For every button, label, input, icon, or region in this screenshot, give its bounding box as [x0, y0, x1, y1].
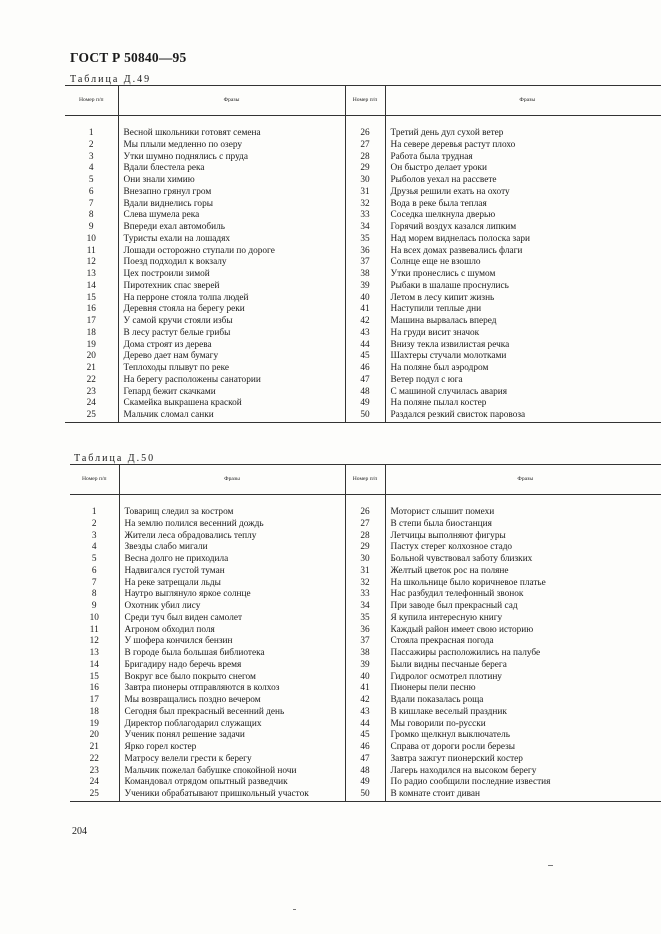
phrase-cell: Впереди ехал автомобиль — [118, 222, 345, 234]
row-number: 22 — [89, 753, 99, 764]
phrase-cell: Летчицы выполняют фигуры — [385, 531, 661, 543]
row-number: 47 — [345, 754, 385, 766]
table-row — [65, 163, 661, 175]
phrase-cell: Каждый район имеет свою историю — [385, 625, 661, 637]
row-number: 49 — [345, 398, 385, 410]
phrase-cell: Дома строят из дерева — [118, 340, 345, 352]
row-number: 25 — [70, 789, 119, 801]
row-number: 3 — [88, 151, 94, 162]
phrase-cell: В лесу растут белые грибы — [118, 328, 345, 340]
table-row — [65, 175, 661, 187]
table-row — [70, 554, 661, 566]
table-row — [65, 257, 661, 269]
table-row — [65, 140, 661, 152]
row-number: 45 — [345, 351, 385, 363]
phrase-cell: Наступили теплые дни — [385, 304, 661, 316]
phrase-cell: В комнате стоит диван — [385, 789, 661, 801]
phrase-cell: Ветер подул с юга — [385, 375, 661, 387]
phrase-cell: Стояла прекрасная погода — [385, 636, 661, 648]
phrase-cell: Рыболов уехал на рассвете — [385, 175, 661, 187]
row-number: 7 — [88, 198, 94, 209]
phrase-cell: Утки шумно поднялись с пруда — [118, 152, 345, 164]
phrase-cell: На землю полился весенний дождь — [119, 519, 345, 531]
table-row — [65, 410, 661, 422]
row-number: 18 — [89, 706, 99, 717]
row-number: 21 — [86, 363, 96, 373]
phrase-cell: На школьнице было коричневое платье — [385, 578, 661, 590]
phrase-cell: Вода в реке была теплая — [385, 199, 661, 211]
phrase-cell: Рыбаки в шалаше проснулись — [385, 281, 661, 293]
phrase-cell: Они знали химию — [118, 175, 345, 187]
row-number: 43 — [345, 328, 385, 340]
table-row — [65, 316, 661, 328]
row-number: 37 — [345, 257, 385, 269]
row-number: 6 — [88, 186, 94, 197]
column-header-phrases: Фразы — [385, 86, 661, 116]
row-number: 26 — [345, 128, 385, 140]
row-number: 7 — [91, 577, 97, 588]
table-row — [65, 304, 661, 316]
table-caption-d49: Таблица Д.49 — [70, 74, 152, 85]
phrase-cell: Наутро выглянуло яркое солнце — [119, 589, 345, 601]
row-number: 39 — [345, 281, 385, 293]
table-row — [70, 636, 661, 648]
phrase-cell: Лошади осторожно ступали по дороге — [118, 246, 345, 258]
phrase-cell: Внизу текла извилистая речка — [385, 340, 661, 352]
row-number: 13 — [86, 269, 96, 279]
phrase-cell: На берегу расположены санатории — [118, 375, 345, 387]
phrase-cell: Цех построили зимой — [118, 269, 345, 281]
phrase-cell: Слева шумела река — [118, 210, 345, 222]
row-number: 20 — [89, 730, 99, 741]
table-row — [70, 742, 661, 754]
phrase-cell: Громко щелкнул выключатель — [385, 730, 661, 742]
phrase-cell: Моторист слышит помехи — [385, 507, 661, 519]
phrase-cell: Завтра зажгут пионерский костер — [385, 754, 661, 766]
row-number: 48 — [345, 766, 385, 778]
row-number: 17 — [86, 316, 96, 326]
table-row — [70, 719, 661, 731]
row-number: 23 — [86, 386, 96, 397]
row-number: 29 — [345, 163, 385, 175]
table-row — [65, 363, 661, 375]
phrase-cell: Агроном обходил поля — [119, 625, 345, 637]
phrase-cell: Ученики обрабатывают пришкольный участок — [119, 789, 345, 801]
row-number: 10 — [86, 233, 96, 244]
row-number: 1 — [91, 507, 97, 517]
row-number: 32 — [345, 199, 385, 211]
phrase-cell: Весной школьники готовят семена — [118, 128, 345, 140]
phrase-cell: Утки пронеслись с шумом — [385, 269, 661, 281]
row-number: 15 — [89, 671, 99, 682]
row-number: 15 — [86, 292, 96, 303]
row-number: 32 — [345, 578, 385, 590]
phrase-cell: На поляне был аэродром — [385, 363, 661, 375]
phrase-cell: Я купила интересную книгу — [385, 613, 661, 625]
table-row — [70, 519, 661, 531]
phrase-cell: В степи была биостанция — [385, 519, 661, 531]
table-row — [65, 293, 661, 305]
row-number: 49 — [345, 777, 385, 789]
phrase-cell: Мы говорили по-русски — [385, 719, 661, 731]
phrase-cell: Третий день дул сухой ветер — [385, 128, 661, 140]
table-row — [70, 660, 661, 672]
table-row — [70, 566, 661, 578]
row-number: 4 — [91, 542, 97, 553]
row-number: 9 — [91, 601, 97, 611]
row-number: 13 — [89, 648, 99, 658]
table-row — [70, 683, 661, 695]
phrase-cell: Желтый цветок рос на поляне — [385, 566, 661, 578]
table-d50 — [70, 464, 661, 802]
phrase-cell: Работа была трудная — [385, 152, 661, 164]
table-row — [70, 648, 661, 660]
table-row — [65, 246, 661, 258]
phrase-cell: Больной чувствовал заботу близких — [385, 554, 661, 566]
phrase-cell: Мы плыли медленно по озеру — [118, 140, 345, 152]
table-row — [70, 789, 661, 801]
row-number: 31 — [345, 187, 385, 199]
row-number: 10 — [89, 612, 99, 623]
row-number: 2 — [91, 518, 97, 529]
phrase-cell: На всех домах развевались флаги — [385, 246, 661, 258]
phrase-cell: Пионеры пели песню — [385, 683, 661, 695]
row-number: 11 — [89, 624, 99, 635]
row-number: 42 — [345, 695, 385, 707]
row-number: 50 — [345, 789, 385, 801]
row-number: 19 — [86, 339, 96, 350]
table-row — [70, 601, 661, 613]
page-number: 204 — [72, 826, 87, 837]
row-number: 21 — [89, 742, 99, 752]
phrase-cell: В городе была большая библиотека — [119, 648, 345, 660]
row-number: 33 — [345, 589, 385, 601]
phrase-cell: Шахтеры стучали молотками — [385, 351, 661, 363]
table-row — [65, 387, 661, 399]
row-number: 41 — [345, 683, 385, 695]
table-row — [70, 695, 661, 707]
table-d49 — [65, 85, 661, 423]
phrase-cell: Директор поблагодарил служащих — [119, 719, 345, 731]
row-number: 8 — [88, 210, 94, 221]
row-number: 27 — [345, 519, 385, 531]
table-row — [70, 507, 661, 519]
phrase-cell: Гепард бежит скачками — [118, 387, 345, 399]
row-number: 12 — [89, 636, 99, 647]
table-row — [65, 234, 661, 246]
phrase-cell: Звезды слабо мигали — [119, 542, 345, 554]
phrase-cell: Завтра пионеры отправляются в колхоз — [119, 683, 345, 695]
phrase-cell: Вдали блестела река — [118, 163, 345, 175]
phrase-cell: С машиной случилась авария — [385, 387, 661, 399]
table-row — [70, 589, 661, 601]
table-row — [65, 281, 661, 293]
row-number: 12 — [86, 257, 96, 268]
phrase-cell: Товарищ следил за костром — [119, 507, 345, 519]
phrase-cell: Соседка шелкнула дверью — [385, 210, 661, 222]
row-number: 26 — [345, 507, 385, 519]
row-number: 28 — [345, 531, 385, 543]
phrase-cell: Солнце еще не взошло — [385, 257, 661, 269]
phrase-cell: Пассажиры расположились на палубе — [385, 648, 661, 660]
table-row — [65, 398, 661, 410]
row-number: 30 — [345, 175, 385, 187]
phrase-cell: Ярко горел костер — [119, 742, 345, 754]
row-number: 14 — [86, 280, 96, 291]
phrase-cell: Деревня стояла на берегу реки — [118, 304, 345, 316]
phrase-cell: Сегодня был прекрасный весенний день — [119, 707, 345, 719]
document-standard-code: ГОСТ Р 50840—95 — [70, 50, 187, 65]
row-number: 9 — [88, 222, 94, 232]
row-number: 14 — [89, 659, 99, 670]
row-number: 22 — [86, 374, 96, 385]
row-number: 46 — [345, 363, 385, 375]
table-row — [70, 613, 661, 625]
row-number: 1 — [88, 128, 94, 138]
phrase-cell: Мальчик пожелал бабушке спокойной ночи — [119, 766, 345, 778]
table-row — [65, 328, 661, 340]
column-header-phrases: Фразы — [385, 465, 661, 495]
row-number: 8 — [91, 589, 97, 600]
phrase-cell: Весна долго не приходила — [119, 554, 345, 566]
table-row — [70, 672, 661, 684]
table-row — [65, 222, 661, 234]
row-number: 38 — [345, 648, 385, 660]
row-number: 33 — [345, 210, 385, 222]
phrase-cell: Ученик понял решение задачи — [119, 730, 345, 742]
table-row — [65, 187, 661, 199]
phrase-cell: Пиротехник спас зверей — [118, 281, 345, 293]
phrase-cell: Скамейка выкрашена краской — [118, 398, 345, 410]
table-row — [65, 269, 661, 281]
phrase-cell: Лагерь находился на высоком берегу — [385, 766, 661, 778]
column-header-number: Номер п/п — [65, 86, 118, 116]
row-number: 43 — [345, 707, 385, 719]
row-number: 24 — [89, 777, 99, 788]
row-number: 6 — [91, 565, 97, 576]
phrase-cell: Матросу велели грести к берегу — [119, 754, 345, 766]
row-number: 5 — [88, 175, 94, 185]
row-number: 50 — [345, 410, 385, 422]
row-number: 5 — [91, 554, 97, 564]
table-row — [65, 375, 661, 387]
phrase-cell: Пастух стерег колхозное стадо — [385, 542, 661, 554]
table-row — [65, 128, 661, 140]
row-number: 29 — [345, 542, 385, 554]
column-header-number: Номер п/п — [70, 465, 119, 495]
row-number: 40 — [345, 672, 385, 684]
phrase-cell: Вокруг все было покрыто снегом — [119, 672, 345, 684]
phrase-cell: Вдали показалась роща — [385, 695, 661, 707]
row-number: 24 — [86, 398, 96, 409]
row-number: 36 — [345, 246, 385, 258]
phrase-cell: Туристы ехали на лошадях — [118, 234, 345, 246]
column-header-phrases: Фразы — [118, 86, 345, 116]
row-number: 44 — [345, 340, 385, 352]
phrase-cell: Надвигался густой туман — [119, 566, 345, 578]
scan-speck — [293, 909, 296, 910]
column-header-number: Номер п/п — [345, 465, 385, 495]
row-number: 4 — [88, 163, 94, 174]
row-number: 44 — [345, 719, 385, 731]
phrase-cell: Летом в лесу кипит жизнь — [385, 293, 661, 305]
table-row — [65, 340, 661, 352]
table-row — [65, 210, 661, 222]
phrase-cell: Справа от дороги росли березы — [385, 742, 661, 754]
row-number: 40 — [345, 293, 385, 305]
row-number: 39 — [345, 660, 385, 672]
table-caption-d50: Таблица Д.50 — [74, 453, 156, 464]
row-number: 36 — [345, 625, 385, 637]
column-header-number: Номер п/п — [345, 86, 385, 116]
phrase-cell: Дерево дает нам бумагу — [118, 351, 345, 363]
phrase-cell: На поляне пылал костер — [385, 398, 661, 410]
table-row — [70, 754, 661, 766]
phrase-cell: Теплоходы плывут по реке — [118, 363, 345, 375]
phrase-cell: Он быстро делает уроки — [385, 163, 661, 175]
phrase-cell: Поезд подходил к вокзалу — [118, 257, 345, 269]
phrase-cell: Вдали виднелись горы — [118, 199, 345, 211]
row-number: 45 — [345, 730, 385, 742]
row-number: 48 — [345, 387, 385, 399]
row-number: 23 — [89, 765, 99, 776]
phrase-cell: У самой кручи стояли избы — [118, 316, 345, 328]
phrase-cell: У шофера кончился бензин — [119, 636, 345, 648]
table-row — [65, 351, 661, 363]
row-number: 28 — [345, 152, 385, 164]
phrase-cell: На севере деревья растут плохо — [385, 140, 661, 152]
phrase-cell: Бригадиру надо беречь время — [119, 660, 345, 672]
phrase-cell: Горячий воздух казался липким — [385, 222, 661, 234]
table-row — [70, 777, 661, 789]
phrase-cell: Были видны песчаные берега — [385, 660, 661, 672]
row-number: 30 — [345, 554, 385, 566]
row-number: 37 — [345, 636, 385, 648]
row-number: 20 — [86, 351, 96, 362]
row-number: 2 — [88, 139, 94, 150]
row-number: 18 — [86, 327, 96, 338]
table-row — [70, 766, 661, 778]
table-row — [65, 152, 661, 164]
phrase-cell: Гидролог осмотрел плотину — [385, 672, 661, 684]
phrase-cell: На реке затрещали льды — [119, 578, 345, 590]
phrase-cell: Командовал отрядом опытный разведчик — [119, 777, 345, 789]
phrase-cell: При заводе был прекрасный сад — [385, 601, 661, 613]
phrase-cell: Внезапно грянул гром — [118, 187, 345, 199]
row-number: 19 — [89, 718, 99, 729]
phrase-cell: Над морем виднелась полоска зари — [385, 234, 661, 246]
row-number: 35 — [345, 613, 385, 625]
row-number: 34 — [345, 601, 385, 613]
phrase-cell: На груди висит значок — [385, 328, 661, 340]
row-number: 31 — [345, 566, 385, 578]
row-number: 41 — [345, 304, 385, 316]
row-number: 3 — [91, 530, 97, 541]
row-number: 17 — [89, 695, 99, 705]
phrase-cell: Жители леса обрадовались теплу — [119, 531, 345, 543]
table-row — [70, 707, 661, 719]
phrase-cell: На перроне стояла толпа людей — [118, 293, 345, 305]
phrase-cell: По радио сообщили последние известия — [385, 777, 661, 789]
table-row — [65, 199, 661, 211]
table-row — [70, 542, 661, 554]
row-number: 27 — [345, 140, 385, 152]
row-number: 25 — [65, 410, 118, 422]
row-number: 38 — [345, 269, 385, 281]
phrase-cell: Нас разбудил телефонный звонок — [385, 589, 661, 601]
row-number: 42 — [345, 316, 385, 328]
scan-speck — [548, 865, 553, 866]
row-number: 11 — [86, 245, 96, 256]
table-row — [70, 730, 661, 742]
column-header-phrases: Фразы — [119, 465, 345, 495]
row-number: 46 — [345, 742, 385, 754]
row-number: 47 — [345, 375, 385, 387]
phrase-cell: Мальчик сломал санки — [118, 410, 345, 422]
phrase-cell: В кишлаке веселый праздник — [385, 707, 661, 719]
phrase-cell: Мы возвращались поздно вечером — [119, 695, 345, 707]
phrase-cell: Среди туч был виден самолет — [119, 613, 345, 625]
row-number: 34 — [345, 222, 385, 234]
table-row — [70, 531, 661, 543]
table-row — [70, 625, 661, 637]
table-row — [70, 578, 661, 590]
phrase-cell: Охотник убил лису — [119, 601, 345, 613]
row-number: 35 — [345, 234, 385, 246]
row-number: 16 — [89, 683, 99, 694]
row-number: 16 — [86, 304, 96, 315]
phrase-cell: Машина вырвалась вперед — [385, 316, 661, 328]
phrase-cell: Раздался резкий свисток паровоза — [385, 410, 661, 422]
phrase-cell: Друзья решили ехать на охоту — [385, 187, 661, 199]
